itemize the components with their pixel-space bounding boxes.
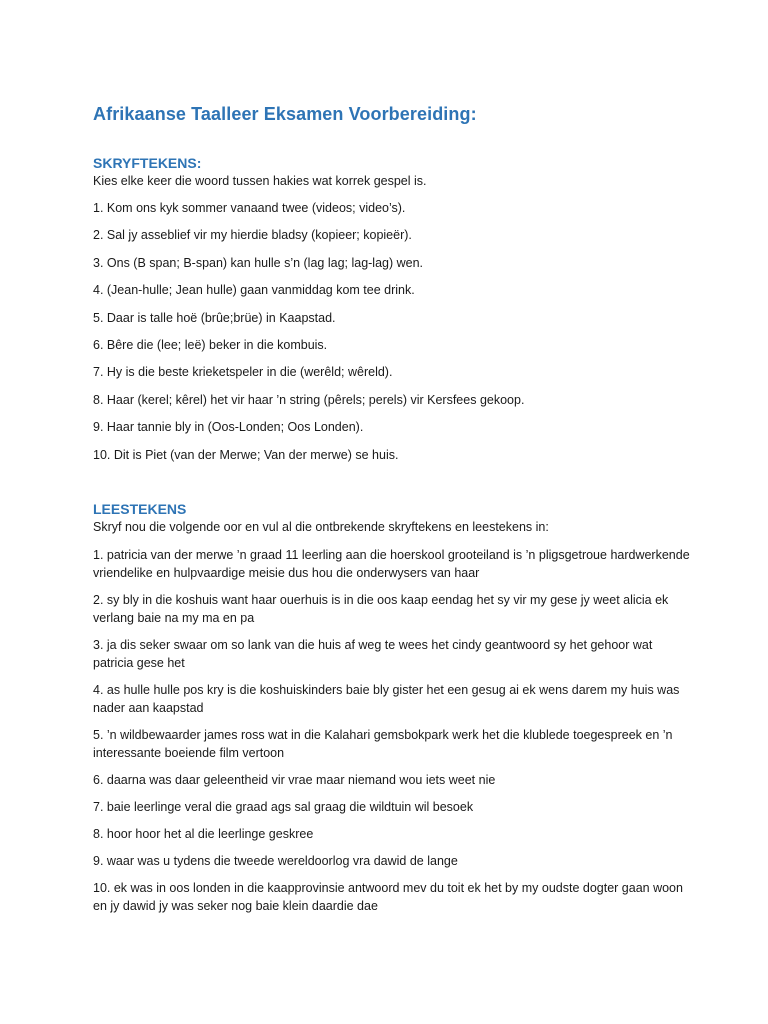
leestekens-question-8: 8. hoor hoor het al die leerlinge geskree	[93, 826, 314, 841]
leestekens-question-7: 7. baie leerlinge veral die graad ags sal graag die wildtuin wil besoek	[93, 799, 474, 814]
skryftekens-question-4: 4. (Jean-hulle; Jean hulle) gaan vanmiddag kom tee drink.	[93, 283, 415, 298]
leestekens-heading: LEESTEKENS	[93, 500, 187, 517]
leestekens-section	[93, 500, 693, 915]
skryftekens-question-6: 6. Bêre die (lee; leë) beker in die kombuis.	[93, 337, 328, 352]
skryftekens-question-2: 2. Sal jy asseblief vir my hierdie bladsy (kopieer; kopieër).	[93, 228, 412, 243]
leestekens-question-5: 5. ’n wildbewaarder james ross wat in die Kalahari gemsbokpark werk het die klublede toegespreek en ’n interessante boeiende film vertoon	[93, 727, 673, 760]
skryftekens-question-5: 5. Daar is talle hoë (brûe;brüe) in Kaapstad.	[93, 310, 336, 325]
skryftekens-question-10: 10. Dit is Piet (van der Merwe; Van der merwe) se huis.	[93, 447, 399, 462]
leestekens-question-3: 3. ja dis seker swaar om so lank van die huis af weg te wees het cindy geantwoord sy het gehoor wat patricia gese het	[93, 637, 653, 670]
skryftekens-heading: SKRYFTEKENS:	[93, 155, 202, 171]
leestekens-question-10: 10. ek was in oos londen in die kaapprovinsie antwoord mev du toit ek het by my oudste dogter gaan woon en jy dawid jy was seker nog baie klein daardie dae	[93, 880, 683, 913]
document-title: Afrikaanse Taalleer Eksamen Voorbereiding:	[93, 104, 477, 124]
leestekens-question-9: 9. waar was u tydens die tweede wereldoorlog vra dawid de lange	[93, 853, 458, 868]
skryftekens-question-list	[93, 199, 693, 464]
skryftekens-question-8: 8. Haar (kerel; kêrel) het vir haar ’n string (pêrels; perels) vir Kersfees gekoop.	[93, 392, 525, 407]
leestekens-question-2: 2. sy bly in die koshuis want haar ouerhuis is in die oos kaap eendag het sy vir my gese jy weet alicia ek verlang baie na my ma en pa	[93, 592, 669, 625]
leestekens-question-1: 1. patricia van der merwe ’n graad 11 leerling aan die hoerskool grooteiland is ’n pligsgetroue hardwerkende vriendelike en hulpvaardige meisie dus hou die onderwysers van haar	[93, 547, 690, 580]
skryftekens-question-3: 3. Ons (B span; B-span) kan hulle s’n (lag lag; lag-lag) wen.	[93, 255, 424, 270]
leestekens-instruction: Skryf nou die volgende oor en vul al die ontbrekende skryftekens en leestekens in:	[93, 519, 549, 534]
skryftekens-question-7: 7. Hy is die beste krieketspeler in die (werêld; wêreld).	[93, 365, 393, 380]
document-page	[93, 100, 693, 915]
skryftekens-instruction: Kies elke keer die woord tussen hakies wat korrek gespel is.	[93, 174, 427, 188]
leestekens-question-list	[93, 546, 693, 915]
skryftekens-question-1: 1. Kom ons kyk sommer vanaand twee (videos; video’s).	[93, 201, 406, 215]
leestekens-question-4: 4. as hulle hulle pos kry is die koshuiskinders baie bly gister het een gesug ai ek wens darem my huis was nader aan kaapstad	[93, 682, 680, 715]
skryftekens-section	[93, 154, 693, 464]
skryftekens-question-9: 9. Haar tannie bly in (Oos-Londen; Oos Londen).	[93, 420, 364, 435]
leestekens-question-6: 6. daarna was daar geleentheid vir vrae maar niemand wou iets weet nie	[93, 772, 496, 787]
